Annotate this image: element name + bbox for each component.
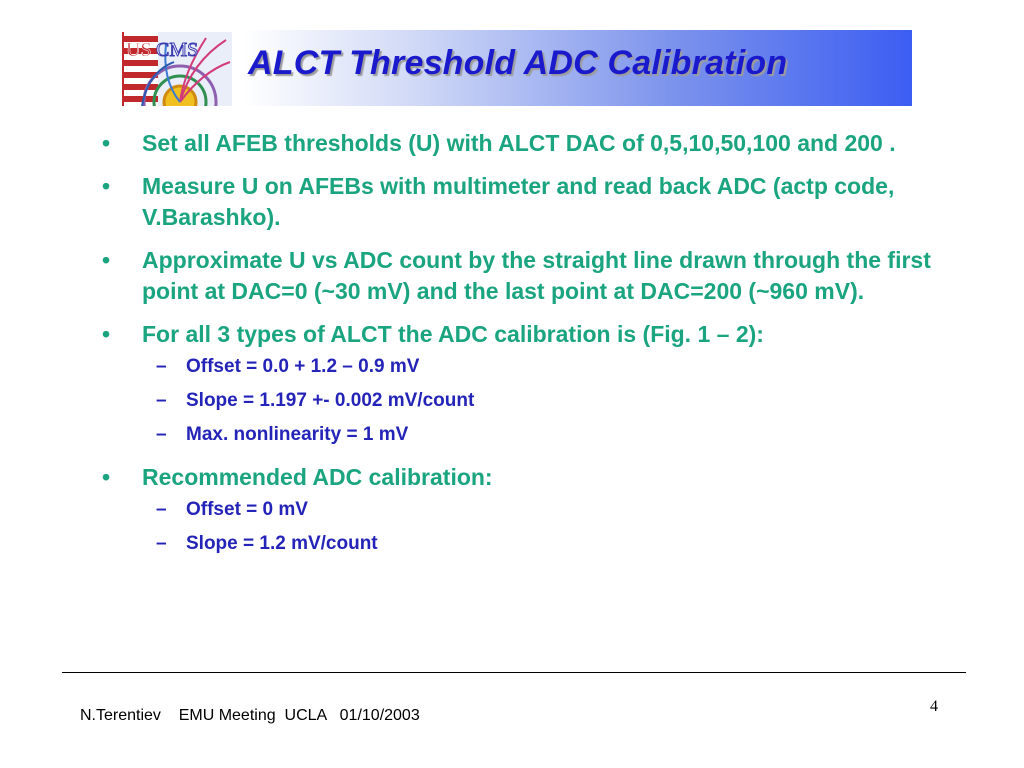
bullet-list <box>96 128 946 565</box>
sub-bullet-dash: – <box>156 424 167 445</box>
bullet-dot: • <box>102 173 111 199</box>
bullet-text: Set all AFEB thresholds (U) with ALCT DAC of 0,5,10,50,100 and 200 . <box>142 130 896 156</box>
bullet-text: Approximate U vs ADC count by the straight line drawn through the first point at DAC=0 (~30 mV) and the last point at DAC=200 (~960 mV). <box>142 247 931 304</box>
uscms-logo <box>122 32 232 106</box>
sub-bullet-item <box>96 388 946 414</box>
svg-text:US: US <box>126 39 152 61</box>
bullet-text: For all 3 types of ALCT the ADC calibration is (Fig. 1 – 2): <box>142 321 764 347</box>
bullet-item <box>96 128 946 159</box>
bullet-dot: • <box>102 321 111 347</box>
sub-bullet-text: Slope = 1.197 +- 0.002 mV/count <box>186 390 475 411</box>
sub-bullet-item <box>96 531 946 557</box>
bullet-dot: • <box>102 247 111 273</box>
page-number: 4 <box>930 698 938 715</box>
sub-bullet-text: Max. nonlinearity = 1 mV <box>186 424 409 445</box>
sub-bullet-text: Slope = 1.2 mV/count <box>186 533 378 554</box>
bullet-item <box>96 319 946 350</box>
bullet-item <box>96 245 946 307</box>
bullet-item <box>96 462 946 493</box>
sub-bullet-text: Offset = 0 mV <box>186 499 308 520</box>
slide-title: ALCT Threshold ADC Calibration <box>248 44 788 82</box>
sub-bullet-text: Offset = 0.0 + 1.2 – 0.9 mV <box>186 356 420 377</box>
title-banner <box>116 30 912 106</box>
bullet-dot: • <box>102 130 111 156</box>
uscms-logo-graphic <box>122 32 232 106</box>
bullet-text: Recommended ADC calibration: <box>142 464 493 490</box>
sub-bullet-dash: – <box>156 499 167 520</box>
footer-text: N.Terentiev EMU Meeting UCLA 01/10/2003 <box>80 707 420 724</box>
sub-bullet-item <box>96 354 946 380</box>
footer-divider <box>62 672 966 673</box>
bullet-item <box>96 171 946 233</box>
sub-bullet-dash: – <box>156 533 167 554</box>
svg-text:CMS: CMS <box>156 39 199 61</box>
sub-bullet-item <box>96 422 946 448</box>
sub-bullet-dash: – <box>156 390 167 411</box>
sub-bullet-item <box>96 497 946 523</box>
sub-bullet-dash: – <box>156 356 167 377</box>
bullet-text: Measure U on AFEBs with multimeter and read back ADC (actp code, V.Barashko). <box>142 173 895 230</box>
bullet-dot: • <box>102 464 111 490</box>
